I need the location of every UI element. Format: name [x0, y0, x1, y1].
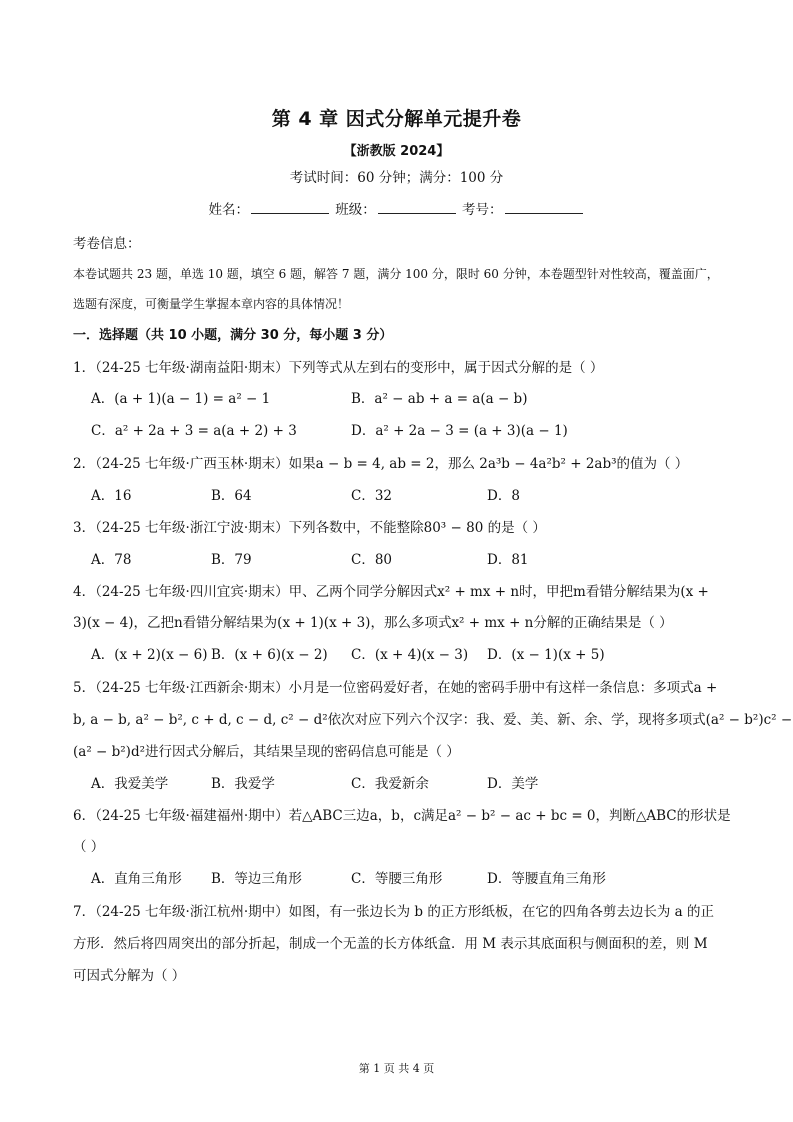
section-title: 一．选择题（共 10 小题，满分 30 分，每小题 3 分）	[73, 328, 393, 343]
question-4-option-a[interactable]: A．(x + 2)(x − 6)	[91, 647, 208, 663]
question-2-option-c[interactable]: C．32	[351, 488, 393, 504]
student-info-row	[0, 198, 793, 218]
question-1-option-b[interactable]: B．a² − ab + a = a(a − b)	[351, 391, 528, 407]
question-4-option-b[interactable]: B．(x + 6)(x − 2)	[211, 647, 328, 663]
question-6-option-c[interactable]: C．等腰三角形	[351, 871, 443, 887]
exam-info: 考试时间：60 分钟；满分：100 分	[289, 170, 504, 186]
question-4-option-d[interactable]: D．(x − 1)(x + 5)	[487, 647, 605, 663]
question-5-stem-line-2: b, a − b, a² − b², c + d, c − d, c² − d²依次对应下列六个汉字：我、爱、美、新、余、学，现将多项式(a² − b²)c² −	[73, 712, 793, 728]
question-7-stem-line-2: 方形．然后将四周突出的部分折起，制成一个无盖的长方体纸盒．用 M 表示其底面积与侧面积的差，则 M	[73, 936, 708, 952]
question-3-option-d[interactable]: D．81	[487, 552, 529, 568]
question-7-stem-line-3: 可因式分解为（ ）	[73, 968, 186, 984]
question-4-option-c[interactable]: C．(x + 4)(x − 3)	[351, 647, 469, 663]
question-5-stem-line-1: 5．（24-25 七年级·江西新余·期末）小月是一位密码爱好者，在她的密码手册中有这样一条信息：多项式a +	[73, 680, 718, 696]
question-1-stem: 1．（24-25 七年级·湖南益阳·期末）下列等式从左到右的变形中，属于因式分解的是（ ）	[73, 360, 604, 376]
question-5-option-c[interactable]: C．我爱新余	[351, 776, 429, 792]
number-label: 考号：	[462, 202, 503, 218]
question-5-option-a[interactable]: A．我爱美学	[91, 776, 169, 792]
question-3-stem: 3．（24-25 七年级·浙江宁波·期末）下列各数中，不能整除80³ − 80 的是（ ）	[73, 520, 546, 536]
question-1-option-a[interactable]: A．(a + 1)(a − 1) = a² − 1	[91, 391, 271, 407]
question-6-option-a[interactable]: A．直角三角形	[91, 871, 182, 887]
question-3-option-b[interactable]: B．79	[211, 552, 252, 568]
question-4-stem-line-2: 3)(x − 4)，乙把n看错分解结果为(x + 1)(x + 3)，那么多项式x² + mx + n分解的正确结果是（ ）	[73, 615, 673, 631]
question-6-stem-line-1: 6．（24-25 七年级·福建福州·期中）若△ABC三边a，b，c满足a² − b² − ac + bc = 0，判断△ABC的形状是	[73, 808, 731, 824]
question-5-option-d[interactable]: D．美学	[487, 776, 539, 792]
question-2-stem: 2．（24-25 七年级·广西玉林·期末）如果a − b = 4, ab = 2，那么 2a³b − 4a²b² + 2ab³的值为（ ）	[73, 456, 689, 472]
intro-label: 考卷信息：	[73, 236, 141, 252]
question-4-stem-line-1: 4．（24-25 七年级·四川宜宾·期末）甲、乙两个同学分解因式x² + mx + n时，甲把m看错分解结果为(x +	[73, 584, 709, 600]
question-3-option-a[interactable]: A．78	[91, 552, 132, 568]
name-label: 姓名：	[208, 202, 249, 218]
question-2-option-d[interactable]: D．8	[487, 488, 520, 504]
class-blank[interactable]	[378, 201, 456, 214]
question-7-stem-line-1: 7．（24-25 七年级·浙江杭州·期中）如图，有一张边长为 b 的正方形纸板，在它的四角各剪去边长为 a 的正	[73, 904, 714, 920]
number-blank[interactable]	[505, 201, 583, 214]
question-6-option-d[interactable]: D．等腰直角三角形	[487, 871, 606, 887]
intro-text: 本卷试题共 23 题，单选 10 题，填空 6 题，解答 7 题，满分 100 分，限时 60 分钟，本卷题型针对性较高，覆盖面广，选题有深度，可衡量学生掌握本章内容的具体情况！	[73, 267, 719, 311]
question-5-option-b[interactable]: B．我爱学	[211, 776, 275, 792]
edition-label: 【浙教版 2024】	[343, 144, 450, 159]
question-5-stem-line-3: (a² − b²)d²进行因式分解后，其结果呈现的密码信息可能是（ ）	[73, 744, 460, 760]
class-label: 班级：	[335, 202, 376, 218]
question-6-stem-line-2: （ ）	[73, 839, 105, 855]
page-footer: 第 1 页 共 4 页	[358, 1062, 435, 1075]
question-6-option-b[interactable]: B．等边三角形	[211, 871, 302, 887]
question-2-option-b[interactable]: B．64	[211, 488, 252, 504]
name-blank[interactable]	[251, 201, 329, 214]
question-1-option-d[interactable]: D．a² + 2a − 3 = (a + 3)(a − 1)	[351, 423, 568, 439]
question-1-option-c[interactable]: C．a² + 2a + 3 = a(a + 2) + 3	[91, 423, 297, 439]
question-2-option-a[interactable]: A．16	[91, 488, 132, 504]
exam-title: 第 4 章 因式分解单元提升卷	[271, 108, 522, 130]
question-3-option-c[interactable]: C．80	[351, 552, 393, 568]
